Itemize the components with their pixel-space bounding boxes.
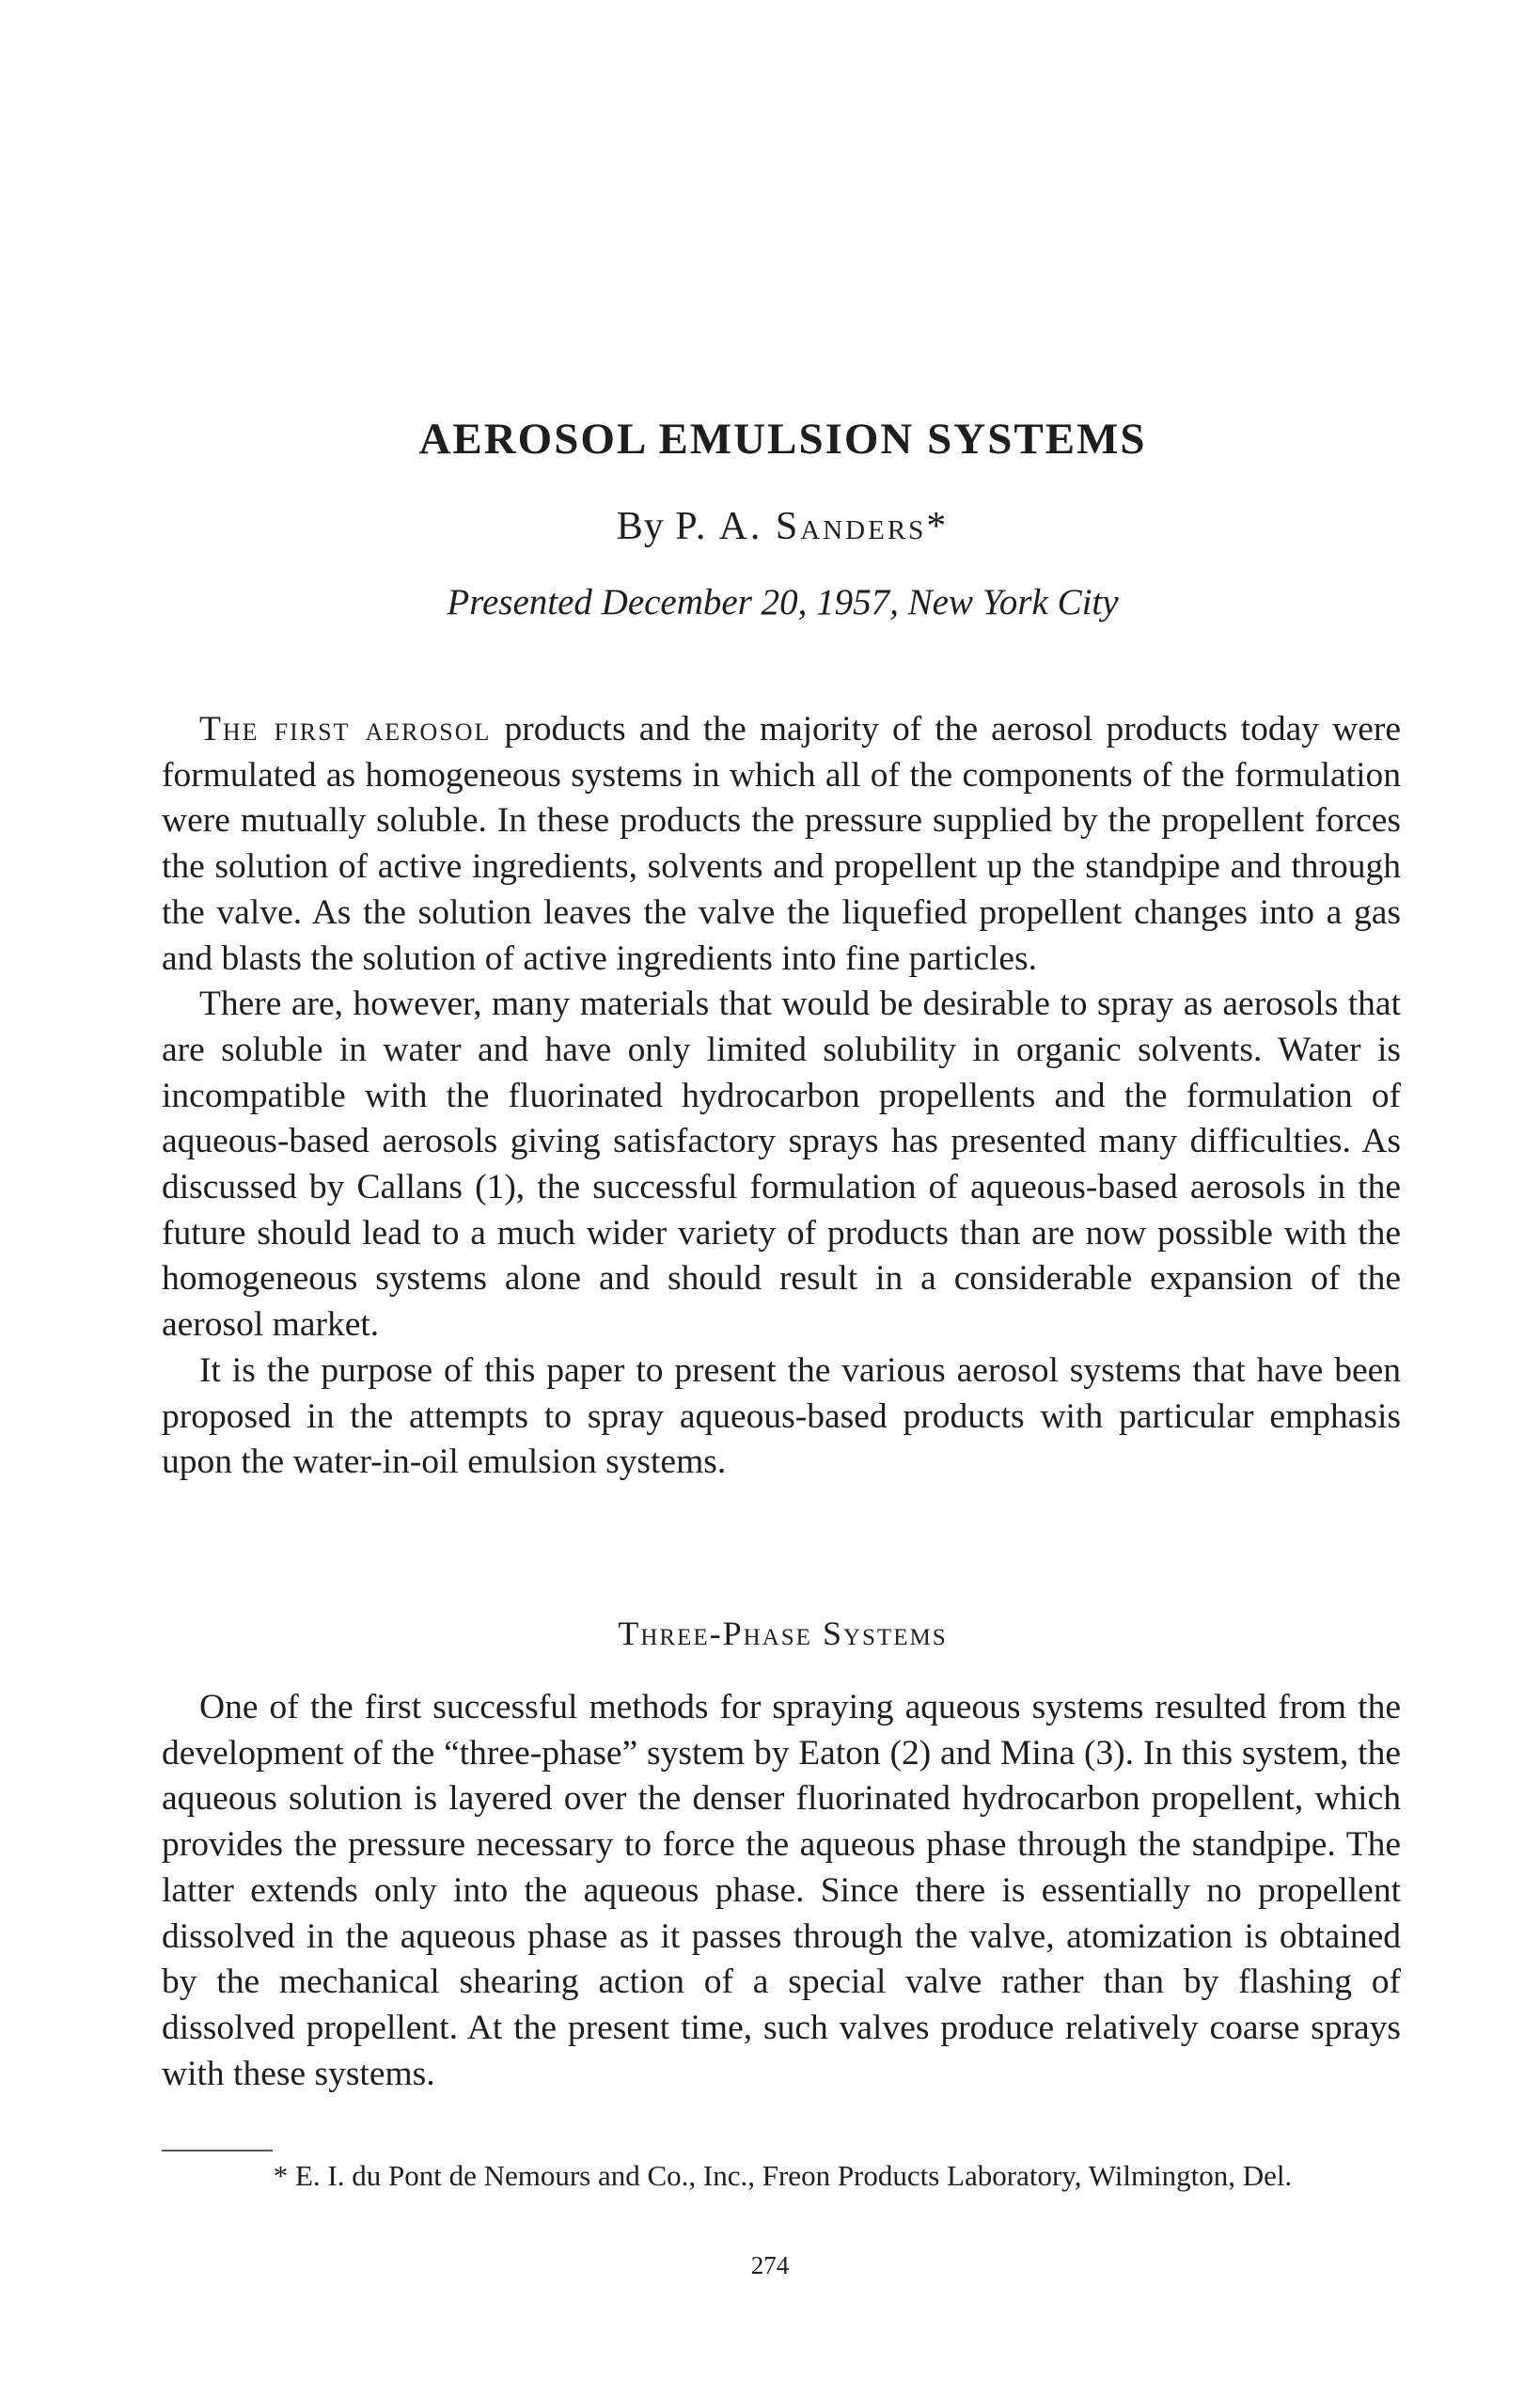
section-heading-three-phase: Three-Phase Systems [618, 1615, 948, 1652]
body-paragraph: One of the first successful methods for spraying aqueous systems resulted from the development of the “three-phase” system by Eaton (2) and Mina (3). In this system, the aqueous solution is layered over the denser fluorinated hydrocarbon propellent, which provides the pressure necessary to force the aqueous phase through the standpipe. The latter extends only into the aqueous phase. Since there is essentially no propellent dissolved in the aqueous phase as it passes through the valve, atomization is obtained by the mechanical shearing action of a special valve rather than by flashing of dissolved propellent. At the present time, such valves produce relatively coarse sprays with these systems. [162, 1688, 1401, 2093]
byline-prefix: By [616, 505, 665, 548]
body-paragraph [162, 707, 1401, 982]
paragraph-text: products and the majority of the aerosol products today were formulated as homogeneous systems in which all of the components of the formulation were mutually soluble. In these products the pressure supplied by the propellent forces the solution of active ingredients, solvents and propellent up the standpipe and through the valve. As the solution leaves the valve the liquefied propellent changes into a gas and blasts the solution of active ingredients into fine particles. [162, 710, 1401, 978]
body-paragraph: There are, however, many materials that would be desirable to spray as aerosols that are soluble in water and have only limited solubility in organic solvents. Water is incompatible with the fluorinated hydrocarbon propellents and the formulation of aqueous-based aerosols giving satisfactory sprays has presented many difficulties. As discussed by Callans (1), the successful formulation of aqueous-based aerosols in the future should lead to a much wider variety of products than are now possible with the homogeneous systems alone and should result in a considerable expansion of the aerosol market. [162, 985, 1401, 1345]
author-name: P. A. Sanders* [675, 505, 950, 548]
article-title: AEROSOL EMULSION SYSTEMS [418, 415, 1147, 464]
page-number: 274 [750, 2251, 790, 2279]
byline [0, 504, 1540, 549]
footnote-divider [162, 2150, 273, 2152]
presentation-info: Presented December 20, 1957, New York City [447, 582, 1119, 623]
footnote: * E. I. du Pont de Nemours and Co., Inc., Freon Products Laboratory, Wilmington, Del. [273, 2159, 1293, 2192]
intro-section [162, 707, 1401, 1486]
three-phase-section [162, 1685, 1401, 2097]
body-paragraph: It is the purpose of this paper to present the various aerosol systems that have been proposed in the attempts to spray aqueous-based products with particular emphasis upon the water-in-oil emulsion systems. [162, 1350, 1401, 1482]
lead-small-caps: The first aerosol [199, 710, 492, 749]
